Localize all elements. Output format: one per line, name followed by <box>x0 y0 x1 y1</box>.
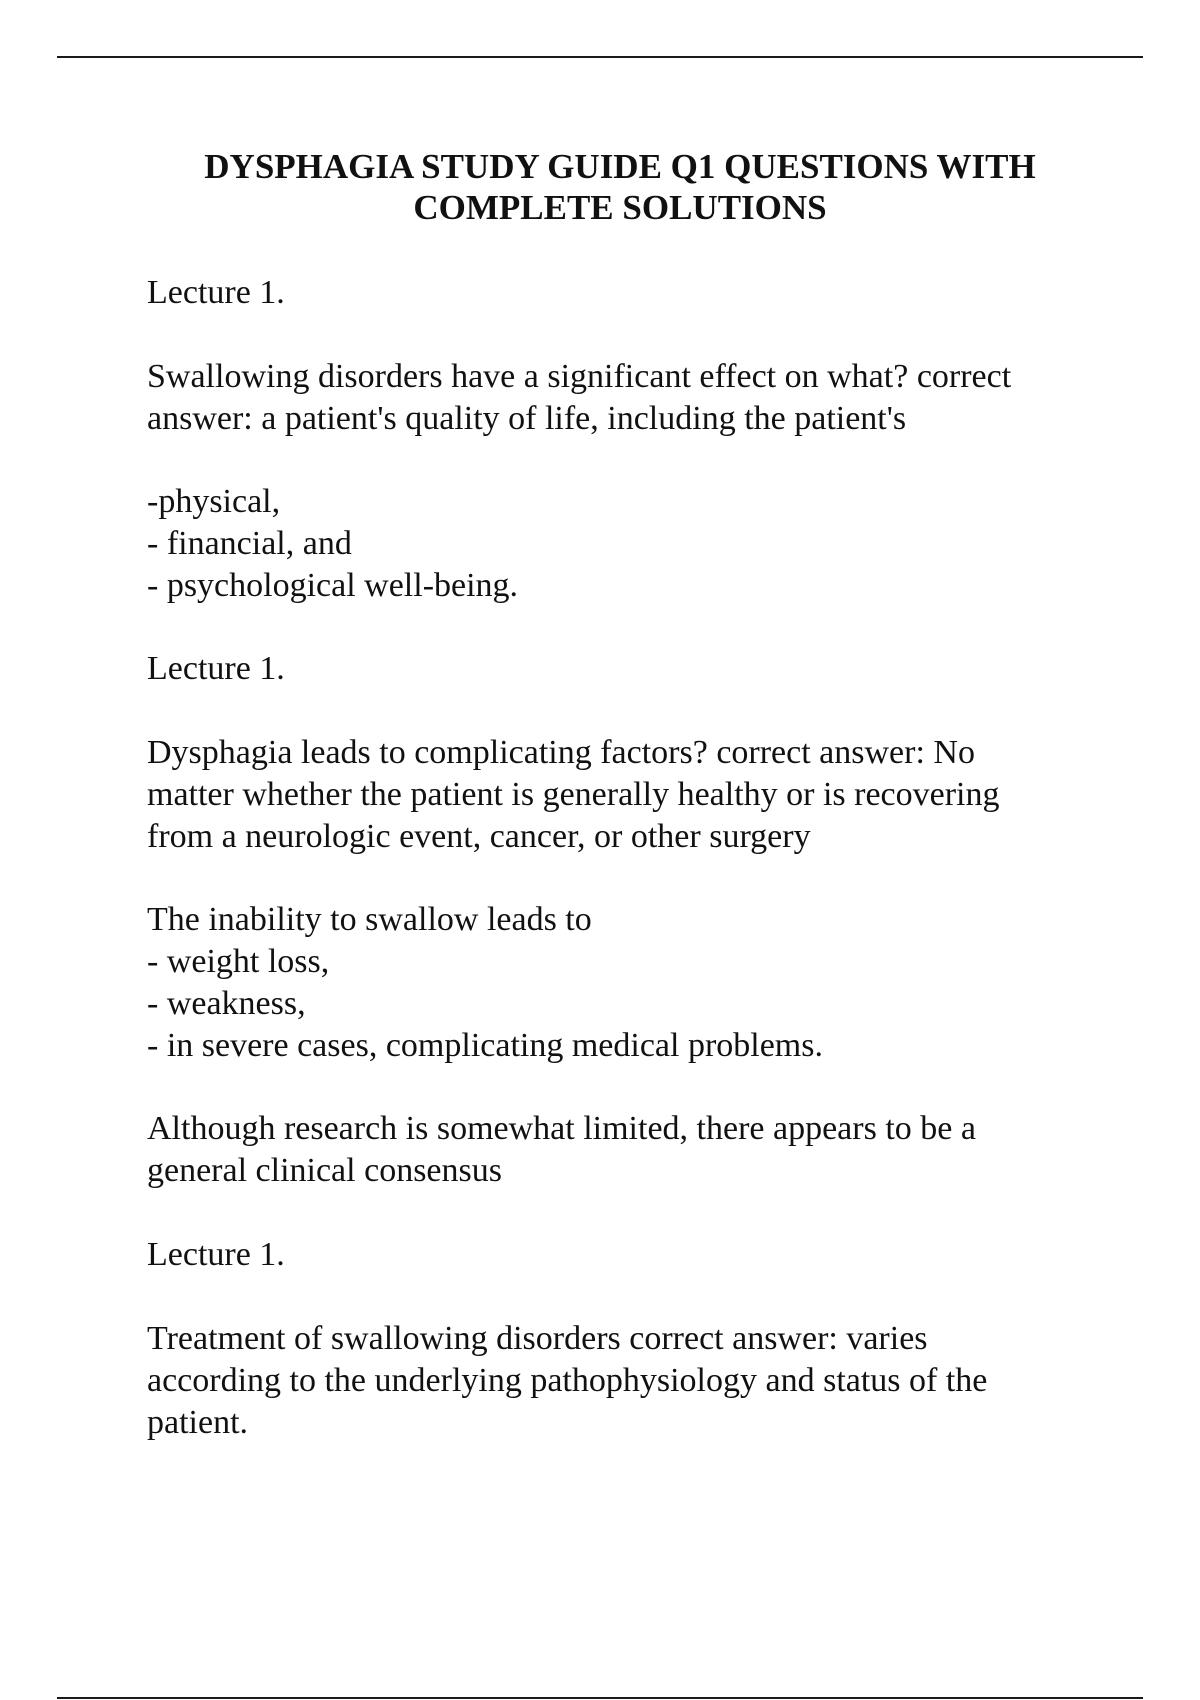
text-line: The inability to swallow leads to <box>147 901 592 938</box>
section-heading <box>147 272 1107 314</box>
title-line-2: COMPLETE SOLUTIONS <box>413 188 827 227</box>
text-line: Dysphagia leads to complicating factors? correct answer: No <box>147 734 975 771</box>
text-line: Although research is somewhat limited, there appears to be a <box>147 1110 976 1147</box>
section-heading <box>147 648 1107 690</box>
answer-paragraph <box>147 1108 1107 1192</box>
text-line: answer: a patient's quality of life, including the patient's <box>147 400 907 437</box>
text-line: Lecture 1. <box>147 274 285 311</box>
answer-list <box>147 481 1107 607</box>
text-line: Swallowing disorders have a significant effect on what? correct <box>147 358 1012 395</box>
document-title <box>147 146 1093 228</box>
text-line: Lecture 1. <box>147 650 285 687</box>
text-line: general clinical consensus <box>147 1152 502 1189</box>
question-paragraph <box>147 1318 1107 1444</box>
list-item: - psychological well-being. <box>147 567 519 604</box>
text-line: patient. <box>147 1404 249 1441</box>
list-item: - weakness, <box>147 985 306 1022</box>
answer-list <box>147 899 1107 1067</box>
text-line: according to the underlying pathophysiology and status of the <box>147 1362 988 1399</box>
text-line: from a neurologic event, cancer, or other surgery <box>147 818 811 855</box>
question-paragraph <box>147 732 1107 858</box>
list-item: -physical, <box>147 483 281 520</box>
list-item: - financial, and <box>147 525 352 562</box>
question-paragraph <box>147 356 1107 440</box>
section-heading <box>147 1234 1107 1276</box>
list-item: - weight loss, <box>147 943 330 980</box>
bottom-divider <box>57 1697 1143 1699</box>
text-line: Lecture 1. <box>147 1236 285 1273</box>
text-line: matter whether the patient is generally healthy or is recovering <box>147 776 1000 813</box>
list-item: - in severe cases, complicating medical problems. <box>147 1027 823 1064</box>
top-divider <box>57 56 1143 58</box>
title-line-1: DYSPHAGIA STUDY GUIDE Q1 QUESTIONS WITH <box>204 147 1036 186</box>
text-line: Treatment of swallowing disorders correct answer: varies <box>147 1320 928 1357</box>
